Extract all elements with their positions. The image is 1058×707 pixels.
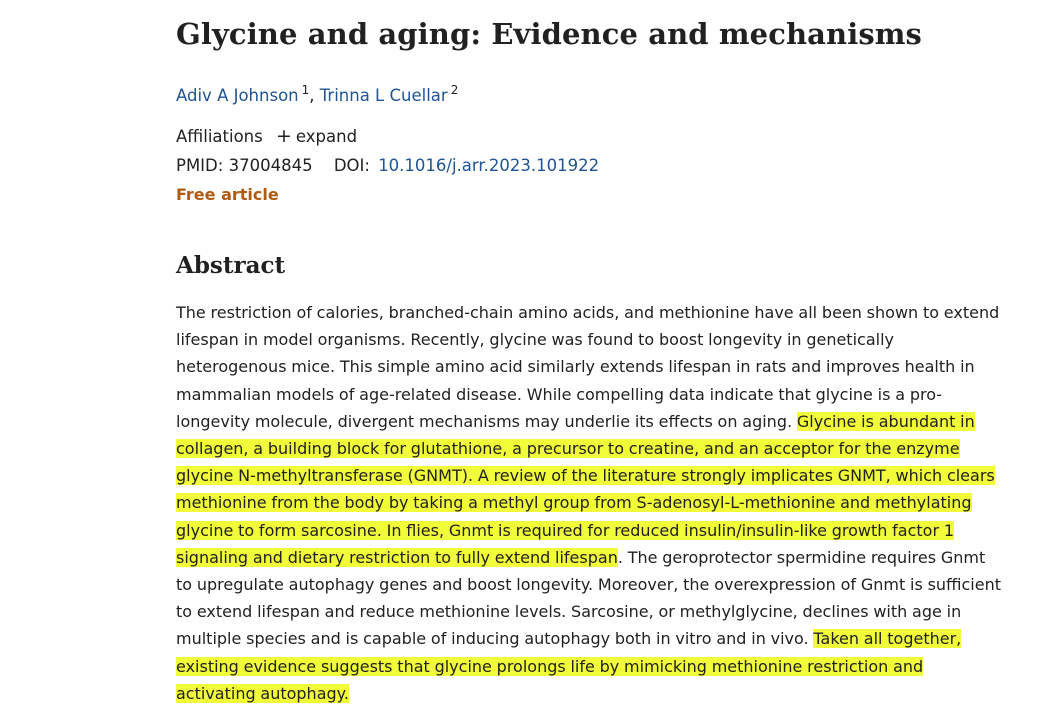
abstract-highlighted-segment: Taken all together, existing evidence suggests that glycine prolongs life by mimicking methionine restriction and activating autophagy.: [176, 629, 962, 703]
author-link[interactable]: Adiv A Johnson: [176, 86, 299, 105]
abstract-text: [176, 299, 1006, 707]
pmid-value: 37004845: [228, 156, 313, 175]
plus-icon: +: [275, 125, 292, 147]
abstract-heading: Abstract: [176, 252, 286, 279]
free-article-badge: Free article: [176, 185, 279, 204]
abstract-segment: . The geroprotector spermidine requires Gnmt to upregulate autophagy genes and boost longevity. Moreover, the overexpression of Gnmt is sufficient to extend lifespan and reduce methionine levels. Sarcosine, or methylglycine, declines with age in multiple species and is capable of inducing autophagy both in vitro and in vivo.: [176, 547, 1002, 649]
author-link[interactable]: Trinna L Cuellar: [319, 86, 448, 105]
article: [176, 0, 1006, 707]
expand-label: expand: [295, 127, 358, 146]
author-affiliation-number[interactable]: 1: [301, 83, 310, 97]
abstract-highlighted-segment: Glycine is abundant in collagen, a building block for glutathione, a precursor to creatine, and an acceptor for the enzyme glycine N-methyltransferase (GNMT). A review of the literature strongly implicates GNMT, which clears methionine from the body by taking a methyl group from S-adenosyl-L-methionine and methylating glycine to form sarcosine. In flies, Gnmt is required for reduced insulin/insulin-like growth factor 1 signaling and dietary restriction to fully extend lifespan: [176, 411, 995, 567]
expand-affiliations-button[interactable]: [276, 127, 357, 146]
author-separator: ,: [309, 86, 315, 105]
affiliations-label: Affiliations: [176, 127, 263, 146]
author-list: [176, 78, 1006, 108]
identifiers-row: [176, 154, 1006, 178]
doi-link[interactable]: 10.1016/j.arr.2023.101922: [378, 156, 600, 175]
author-affiliation-number[interactable]: 2: [450, 83, 459, 97]
affiliations-row: [176, 124, 1006, 149]
abstract-segment: The restriction of calories, branched-chain amino acids, and methionine have all been shown to extend lifespan in model organisms. Recently, glycine was found to boost longevity in genetically heterogenous mice. This simple amino acid similarly extends lifespan in rats and improves health in mammalian models of age-related disease. While compelling data indicate that glycine is a pro-longevity molecule, divergent mechanisms may underlie its effects on aging.: [176, 303, 1000, 431]
doi-label: DOI:: [333, 156, 370, 175]
pmid-label: PMID:: [176, 156, 224, 175]
article-title: Glycine and aging: Evidence and mechanisms: [176, 17, 922, 51]
